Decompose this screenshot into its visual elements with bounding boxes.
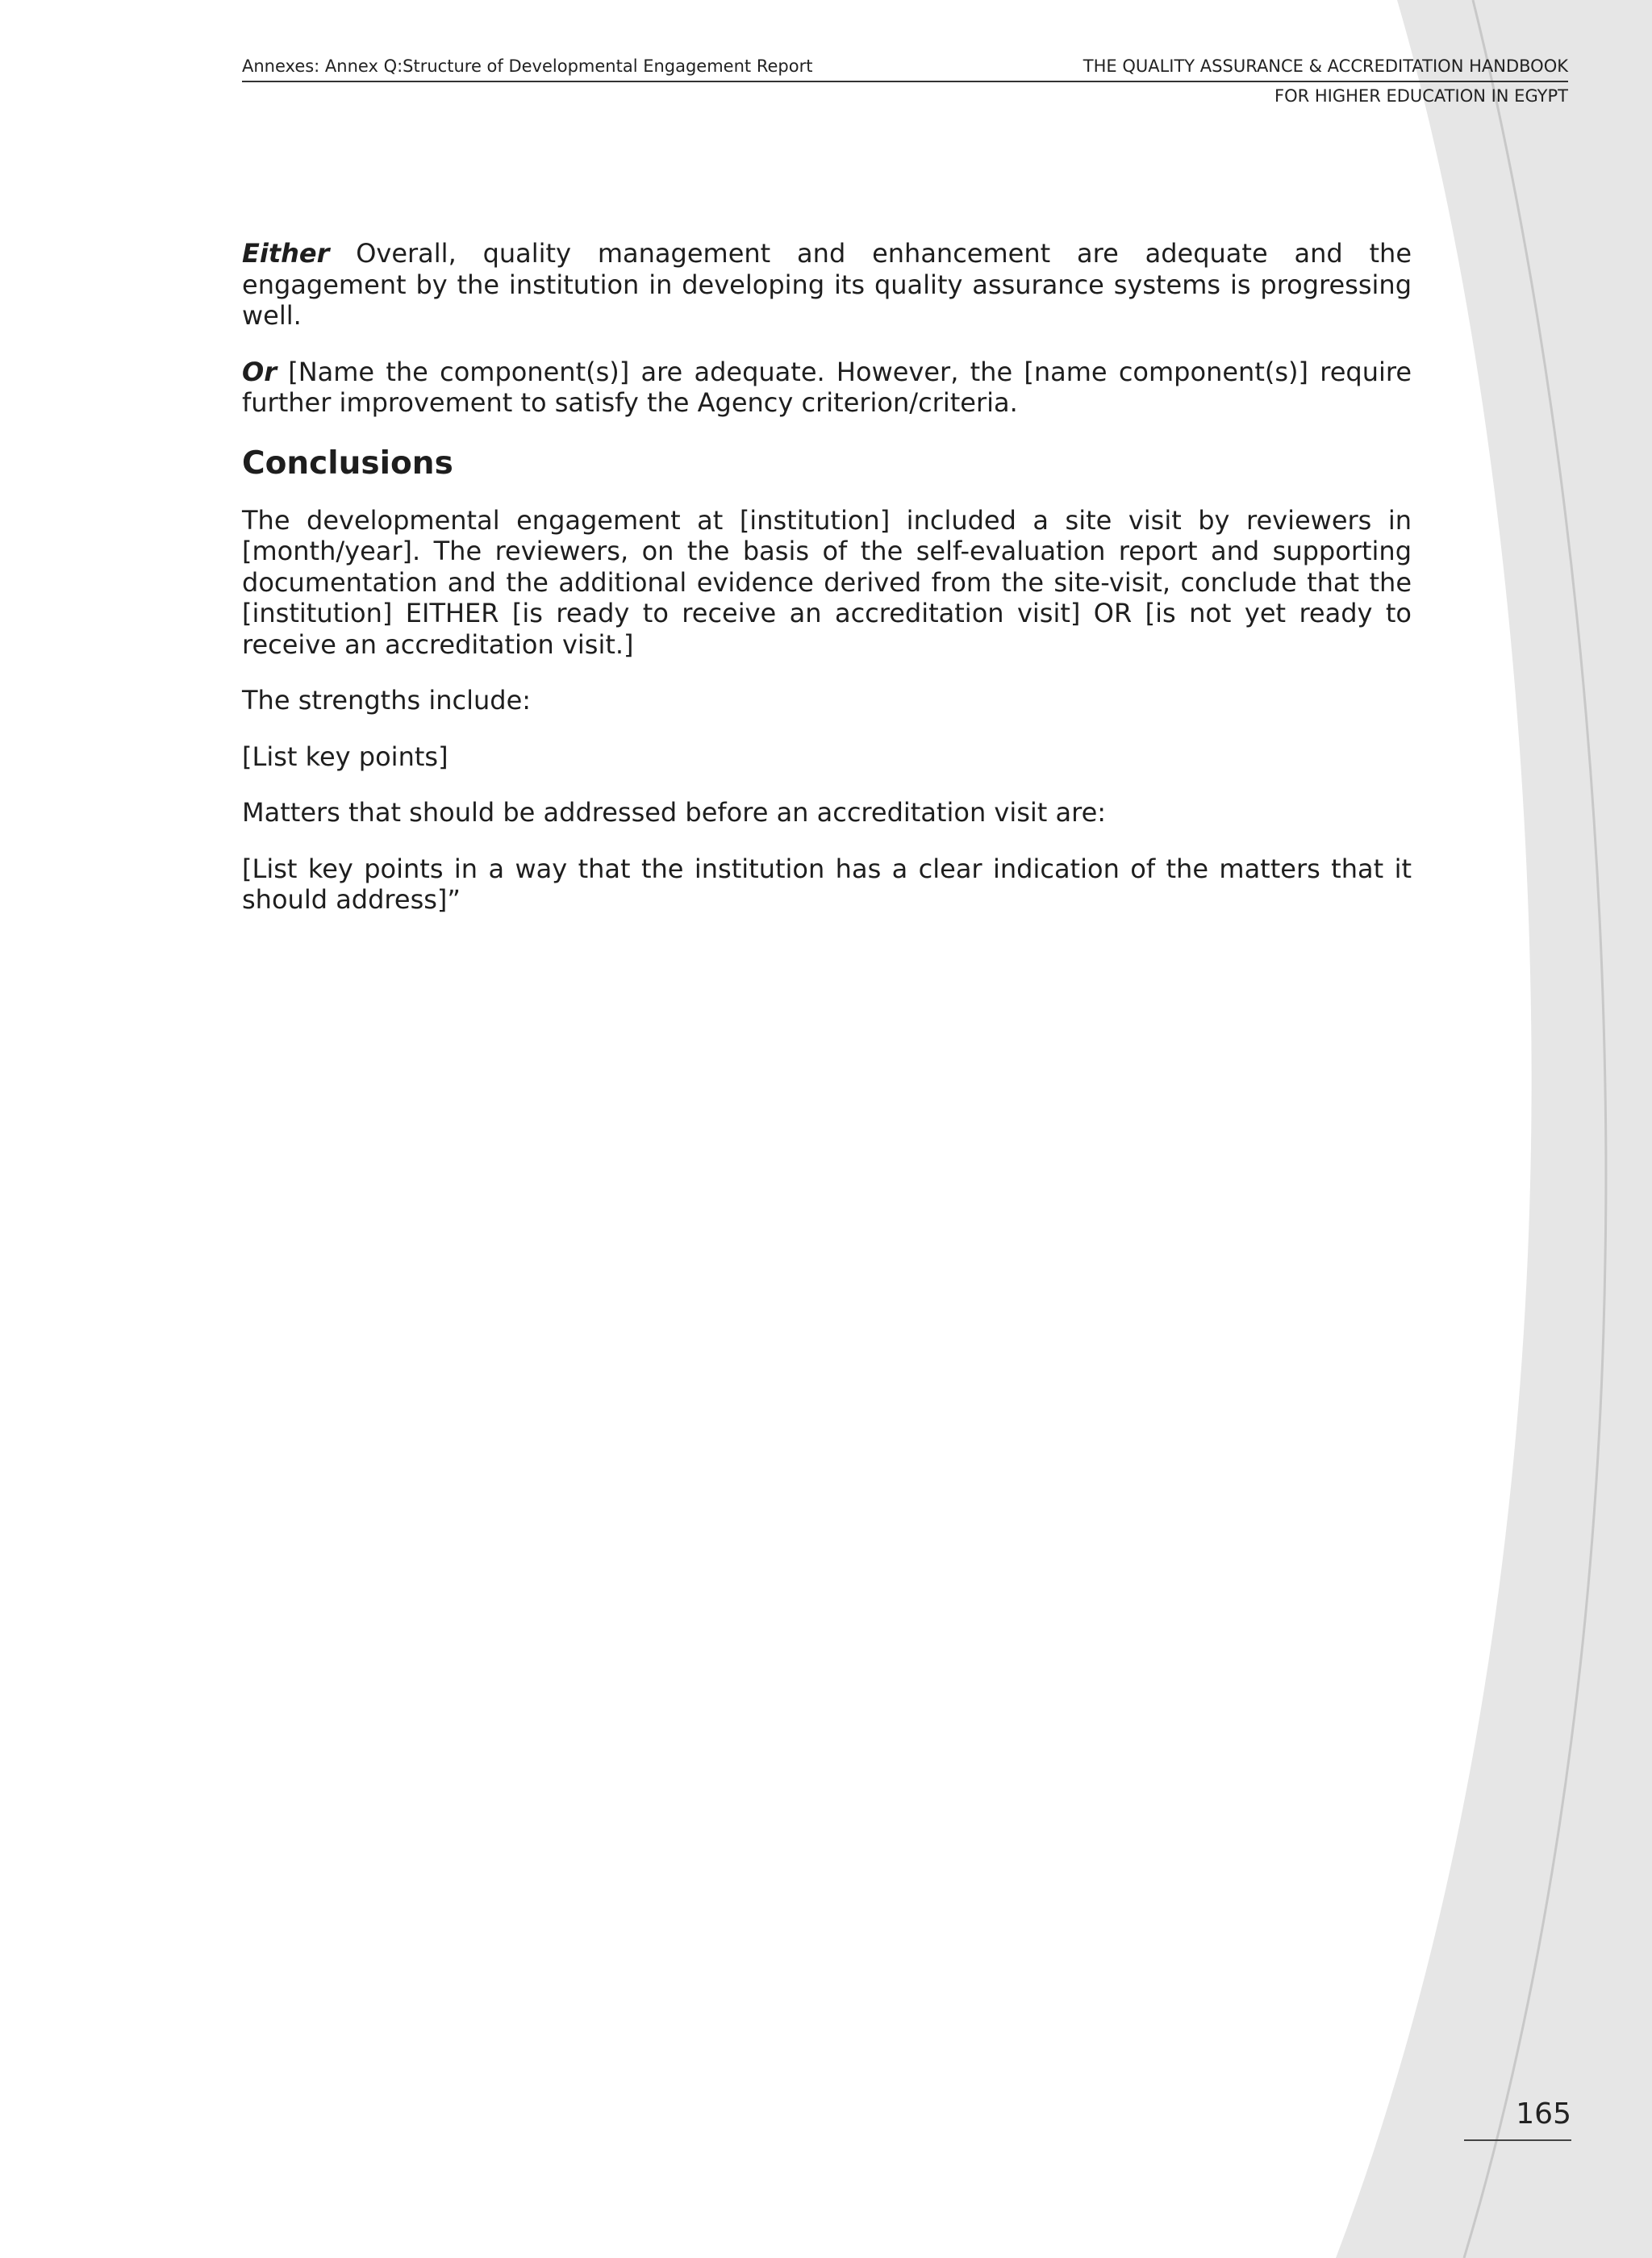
strengths-intro: The strengths include: [242,685,532,716]
matters-intro: Matters that should be addressed before an accreditation visit are: [242,797,1107,828]
conclusions-paragraph: The developmental engagement at [institution] included a site visit by reviewers in [month/year]. The reviewers, on the basis of the self-evaluation report and supporting documentation and the additional evidence derived from the site-visit, conclude that the [institution] EITHER [is ready to receive an accreditation visit] OR [is not yet ready to receive an accreditation visit.] [242,504,1412,660]
running-header-subtitle: FOR HIGHER EDUCATION IN EGYPT [1274,86,1568,106]
page-content [242,238,1412,941]
either-text: Overall, quality management and enhancement are adequate and the engagement by the institution in developing its quality assurance systems is progressing well. [242,238,1412,331]
or-paragraph [242,357,1412,419]
either-paragraph [242,238,1412,332]
running-header-left: Annexes: Annex Q:Structure of Developmental Engagement Report [242,56,813,76]
matters-list: [List key points in a way that the institution has a clear indication of the matters that it should address]” [242,853,1412,915]
running-header-title: THE QUALITY ASSURANCE & ACCREDITATION HANDBOOK [1083,56,1568,76]
page-number: 165 [1516,2097,1571,2131]
or-text: [Name the component(s)] are adequate. However, the [name component(s)] require further improvement to satisfy the Agency criterion/criteria. [242,356,1412,418]
page-number-rule [1464,2139,1571,2141]
conclusions-heading: Conclusions [242,445,453,482]
header-rule [242,81,1568,82]
or-label: Or [242,356,277,387]
either-label: Either [242,238,330,269]
strengths-list: [List key points] [242,741,448,772]
